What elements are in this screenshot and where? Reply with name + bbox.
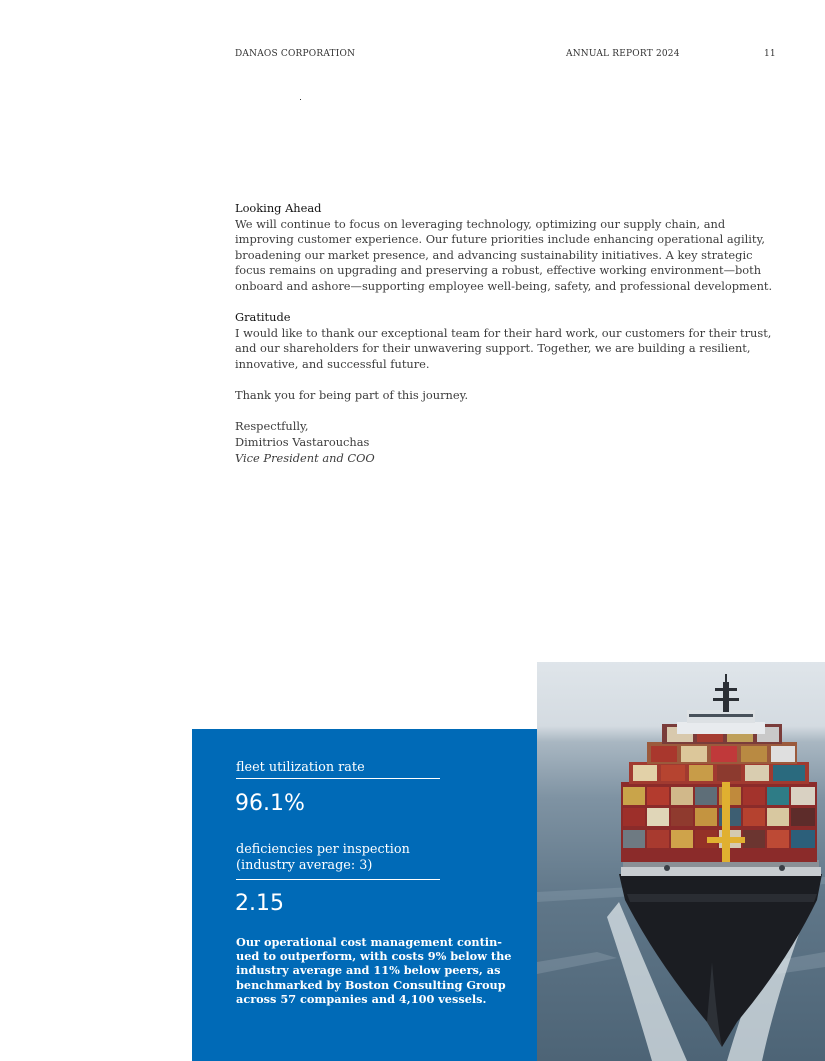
header-company: DANAOS CORPORATION — [235, 49, 356, 59]
looking-ahead-heading: Looking Ahead — [235, 201, 322, 215]
description-line: industry average and 11% below peers, as — [236, 963, 501, 978]
looking-ahead-line: broadening our market presence, and advancing sustainability initiatives. A key strategic — [235, 247, 753, 262]
closing-line: Respectfully, — [235, 419, 309, 434]
deficiencies-value: 2.15 — [235, 891, 284, 916]
deficiencies-label-line: deficiencies per inspection — [236, 842, 410, 857]
container-ship-photo — [537, 662, 825, 1061]
cost-management-description — [236, 935, 526, 1006]
letter-body — [235, 201, 775, 466]
gratitude-line: I would like to thank our exceptional team for their hard work, our customers for their trust, — [235, 325, 772, 340]
ship-illustration — [537, 662, 825, 1061]
description-line: benchmarked by Boston Consulting Group — [236, 977, 506, 992]
gratitude-line: and our shareholders for their unwavering support. Together, we are building a resilient, — [235, 341, 751, 356]
looking-ahead-line: We will continue to focus on leveraging technology, optimizing our supply chain, and — [235, 216, 726, 231]
looking-ahead-line: onboard and ashore—supporting employee well-being, safety, and professional development. — [235, 278, 773, 293]
deficiencies-label-line: (industry average: 3) — [236, 858, 373, 873]
divider — [236, 879, 440, 880]
description-line: Our operational cost management contin- — [236, 935, 502, 949]
page-number: 11 — [764, 49, 776, 59]
stats-panel — [192, 729, 537, 1061]
thanks-line: Thank you for being part of this journey. — [235, 388, 469, 403]
divider — [236, 778, 440, 779]
gratitude-heading: Gratitude — [235, 310, 291, 325]
fleet-utilization-label: fleet utilization rate — [236, 760, 365, 775]
description-line: ued to outperform, with costs 9% below the — [236, 949, 512, 964]
stray-mark — [300, 99, 301, 100]
signer-title: Vice President and COO — [235, 450, 375, 465]
looking-ahead-line: improving customer experience. Our future priorities include enhancing operational agility, — [235, 232, 765, 247]
gratitude-line: innovative, and successful future. — [235, 356, 430, 371]
description-line: across 57 companies and 4,100 vessels. — [236, 991, 487, 1006]
looking-ahead-line: focus remains on upgrading and preserving a robust, effective working environment—both — [235, 263, 762, 278]
header-report-title: ANNUAL REPORT 2024 — [566, 49, 680, 59]
fleet-utilization-value: 96.1% — [235, 791, 305, 816]
signer-name: Dimitrios Vastarouchas — [235, 434, 370, 449]
